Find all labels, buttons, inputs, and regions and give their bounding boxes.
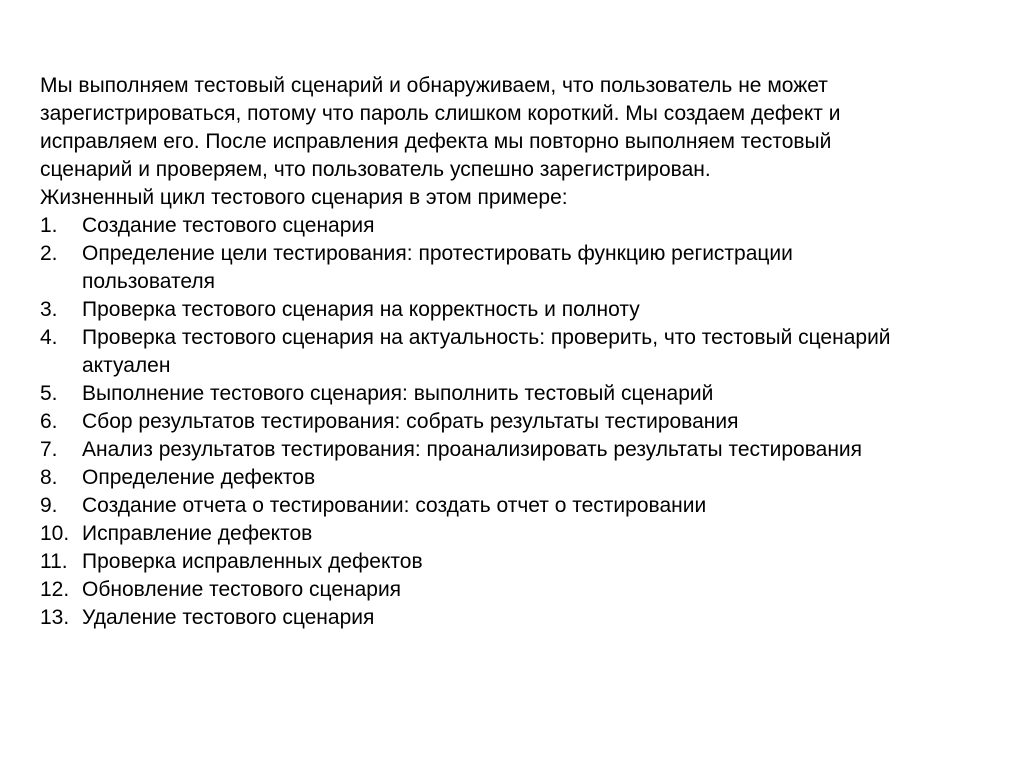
- lifecycle-list: [40, 212, 984, 632]
- list-item-text: Анализ результатов тестирования: проанализировать результаты тестирования: [82, 438, 863, 461]
- list-item-number: 13.: [40, 606, 70, 629]
- list-item: [40, 464, 984, 492]
- list-item-text: Определение цели тестирования: протестировать функцию регистрации пользователя: [82, 242, 793, 293]
- list-item: [40, 380, 984, 408]
- list-item: [40, 492, 984, 520]
- list-item-number: 11.: [40, 550, 68, 573]
- list-item: [40, 436, 984, 464]
- list-item-number: 12.: [40, 578, 70, 601]
- paragraph-line: Мы выполняем тестовый сценарий и обнаруживаем, что пользователь не может: [40, 74, 828, 97]
- list-item: [40, 296, 984, 324]
- list-item: [40, 604, 984, 632]
- list-item-number: 4.: [40, 326, 58, 349]
- list-item-text: Создание отчета о тестировании: создать отчет о тестировании: [82, 494, 707, 517]
- list-item-text: Проверка исправленных дефектов: [82, 550, 423, 573]
- list-item-text: Обновление тестового сценария: [82, 578, 402, 601]
- list-item-text: Удаление тестового сценария: [82, 606, 375, 629]
- list-item-number: 6.: [40, 410, 58, 433]
- list-item-number: 1.: [40, 214, 58, 237]
- list-item-text: Проверка тестового сценария на корректность и полноту: [82, 298, 640, 321]
- list-item-number: 3.: [40, 298, 58, 321]
- list-item-number: 9.: [40, 494, 58, 517]
- paragraph-line: зарегистрироваться, потому что пароль слишком короткий. Мы создаем дефект и: [40, 102, 841, 125]
- list-item-number: 8.: [40, 466, 58, 489]
- list-item: [40, 324, 984, 380]
- list-item-text: Проверка тестового сценария на актуальность: проверить, что тестовый сценарий актуален: [82, 326, 891, 377]
- list-item-text: Сбор результатов тестирования: собрать результаты тестирования: [82, 410, 739, 433]
- list-intro: Жизненный цикл тестового сценария в этом примере:: [40, 186, 568, 209]
- list-item-text: Создание тестового сценария: [82, 214, 375, 237]
- list-item-number: 10.: [40, 522, 70, 545]
- list-item: [40, 520, 984, 548]
- paragraph-line: исправляем его. После исправления дефекта мы повторно выполняем тестовый: [40, 130, 832, 153]
- list-item-text: Выполнение тестового сценария: выполнить тестовый сценарий: [82, 382, 714, 405]
- intro-paragraph: [40, 72, 984, 184]
- list-item-number: 7.: [40, 438, 58, 461]
- list-item-text: Определение дефектов: [82, 466, 316, 489]
- paragraph-line: сценарий и проверяем, что пользователь успешно зарегистрирован.: [40, 158, 711, 181]
- list-item: [40, 408, 984, 436]
- list-item: [40, 212, 984, 240]
- list-item-number: 5.: [40, 382, 58, 405]
- list-item: [40, 548, 984, 576]
- list-item: [40, 576, 984, 604]
- list-item: [40, 240, 984, 296]
- list-item-text: Исправление дефектов: [82, 522, 313, 545]
- list-item-number: 2.: [40, 242, 58, 265]
